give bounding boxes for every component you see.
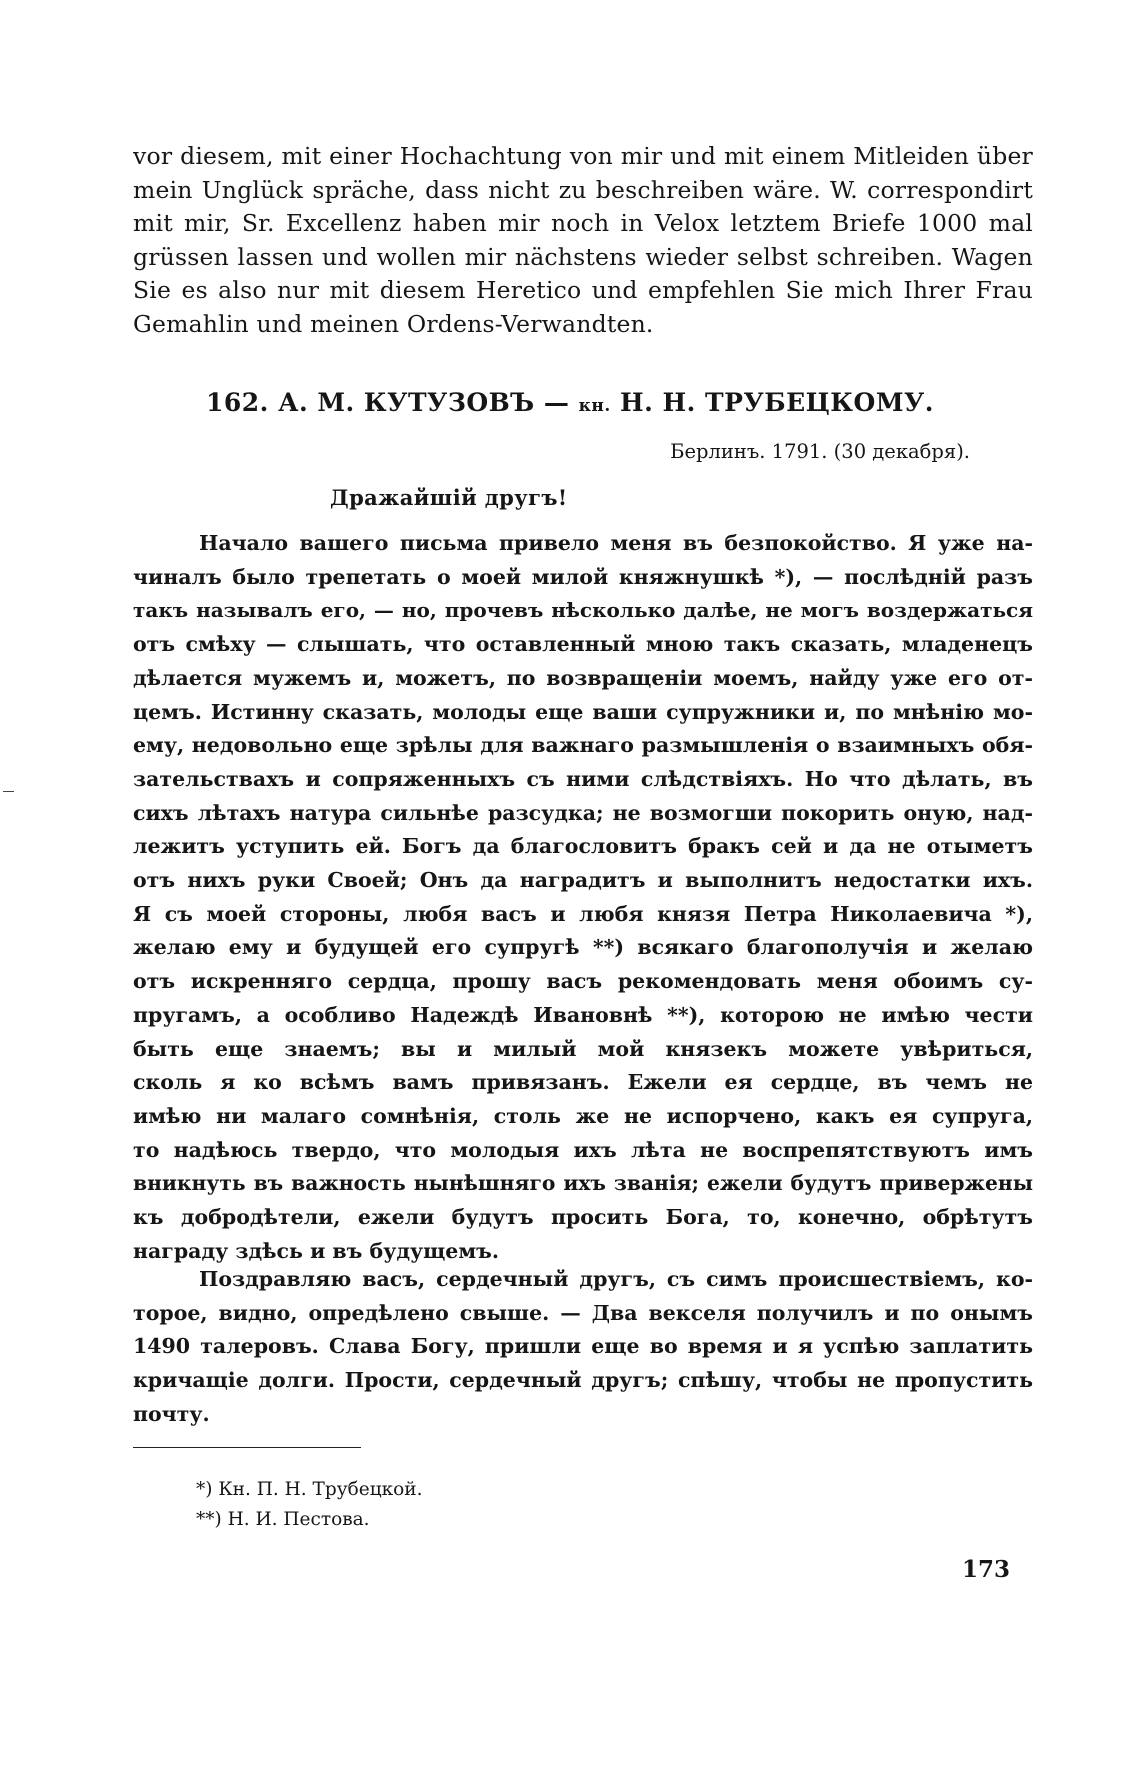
margin-mark [3,791,14,792]
text-line: цемъ. Истинну сказать, молоды еще ваши супружники и, по мнѣнію мо- [133,699,1033,724]
text-line: Начало вашего письма привело меня въ безпокойство. Я уже на- [199,531,1033,555]
letter-paragraph-1 [133,527,1033,1268]
text-line: желаю ему и будущей его супругѣ **) всякаго благополучія и желаю [133,935,1033,960]
letter-salutation: Дражайшій другъ! [330,485,568,510]
text-line: награду здѣсь и въ будущемъ. [133,1238,500,1263]
text-line: Sie es also nur mit diesem Heretico und empfehlen Sie mich Ihrer Frau [133,276,1033,304]
text-line: grüssen lassen und wollen mir nächstens wieder selbst schreiben. Wagen [133,242,1033,271]
text-line: имѣю ни малаго сомнѣнія, столь же не испорчено, какъ ея супруга, [133,1103,1033,1128]
text-line: vor diesem, mit einer Hochachtung von mir und mit einem Mitleiden über [133,142,1033,170]
letter-heading-title-abbrev: кн. [578,396,611,416]
text-line: къ добродѣтели, ежели будутъ просить Бога, то, конечно, обрѣтутъ [133,1205,1033,1230]
letter-heading [0,388,1140,417]
text-line: 1490 талеровъ. Слава Богу, пришли еще во время и я успѣю заплатить [133,1334,1033,1359]
text-line: то надѣюсь твердо, что молодыя ихъ лѣта не воспрепятствуютъ имъ [133,1137,1033,1162]
text-line: дѣлается мужемъ и, можетъ, по возвращеніи моемъ, найду уже его от- [133,665,1033,690]
text-line: сихъ лѣтахъ натура сильнѣе разсудка; не возмогши покорить оную, над- [133,800,1033,825]
text-line: такъ называлъ его, — но, прочевъ нѣсколько далѣе, не могъ воздержаться [133,598,1033,623]
german-paragraph [133,140,1033,341]
text-line: mein Unglück spräche, dass nicht zu beschreiben wäre. W. correspondirt [133,175,1033,204]
text-line: вникнуть въ важность нынѣшняго ихъ званія; ежели будутъ привержены [133,1171,1033,1196]
letter-paragraph-2 [133,1263,1033,1432]
letter-heading-sender: 162. А. М. КУТУЗОВЪ — [205,388,570,417]
footnote-1: *) Кн. П. Н. Трубецкой. [196,1479,423,1500]
footnote-rule [133,1447,361,1448]
text-line: отъ нихъ руки Своей; Онъ да наградитъ и выполнитъ недостатки ихъ. [133,868,1033,893]
text-line: лежитъ уступить ей. Богъ да благословитъ бракъ сей и да не отыметъ [133,834,1033,859]
text-line: Gemahlin und meinen Ordens-Verwandten. [133,309,654,338]
letter-place-date: Берлинъ. 1791. (30 декабря). [670,440,970,463]
footnotes [196,1475,423,1535]
text-line: Я съ моей стороны, любя васъ и любя князя Петра Николаевича *), [133,901,1033,926]
text-line: Поздравляю васъ, сердечный другъ, съ симъ происшествіемъ, ко- [199,1267,1033,1291]
text-line: ему, недовольно еще зрѣлы для важнаго размышленія о взаимныхъ обя- [133,733,1033,758]
text-line: чиналъ было трепетать о моей милой княжнушкѣ *), — послѣдній разъ [133,564,1033,589]
page-number: 173 [962,1556,1011,1583]
text-line: торое, видно, опредѣлено свыше. — Два векселя получилъ и по онымъ [133,1300,1033,1325]
footnote-2: **) Н. И. Пестова. [196,1509,370,1530]
text-line: быть еще знаемъ; вы и милый мой князекъ можете увѣриться, [133,1036,1033,1061]
text-line: сколь я ко всѣмъ вамъ привязанъ. Ежели ея сердце, въ чемъ не [133,1070,1033,1095]
text-line: отъ искренняго сердца, прошу васъ рекомендовать меня обоимъ су- [133,969,1033,994]
letter-heading-recipient: Н. Н. ТРУБЕЦКОМУ. [619,388,934,417]
text-line: кричащіе долги. Прости, сердечный другъ; спѣшу, чтобы не пропустить [133,1368,1033,1393]
text-line: отъ смѣху — слышать, что оставленный мною такъ сказать, младенецъ [133,632,1033,657]
text-line: зательствахъ и сопряженныхъ съ ними слѣдствіяхъ. Но что дѣлать, въ [133,766,1033,791]
text-line: mit mir, Sr. Excellenz haben mir noch in Velox letztem Briefe 1000 mal [133,209,1033,237]
text-line: пругамъ, а особливо Надеждѣ Ивановнѣ **), которою не имѣю чести [133,1002,1033,1027]
text-line: почту. [133,1401,210,1426]
